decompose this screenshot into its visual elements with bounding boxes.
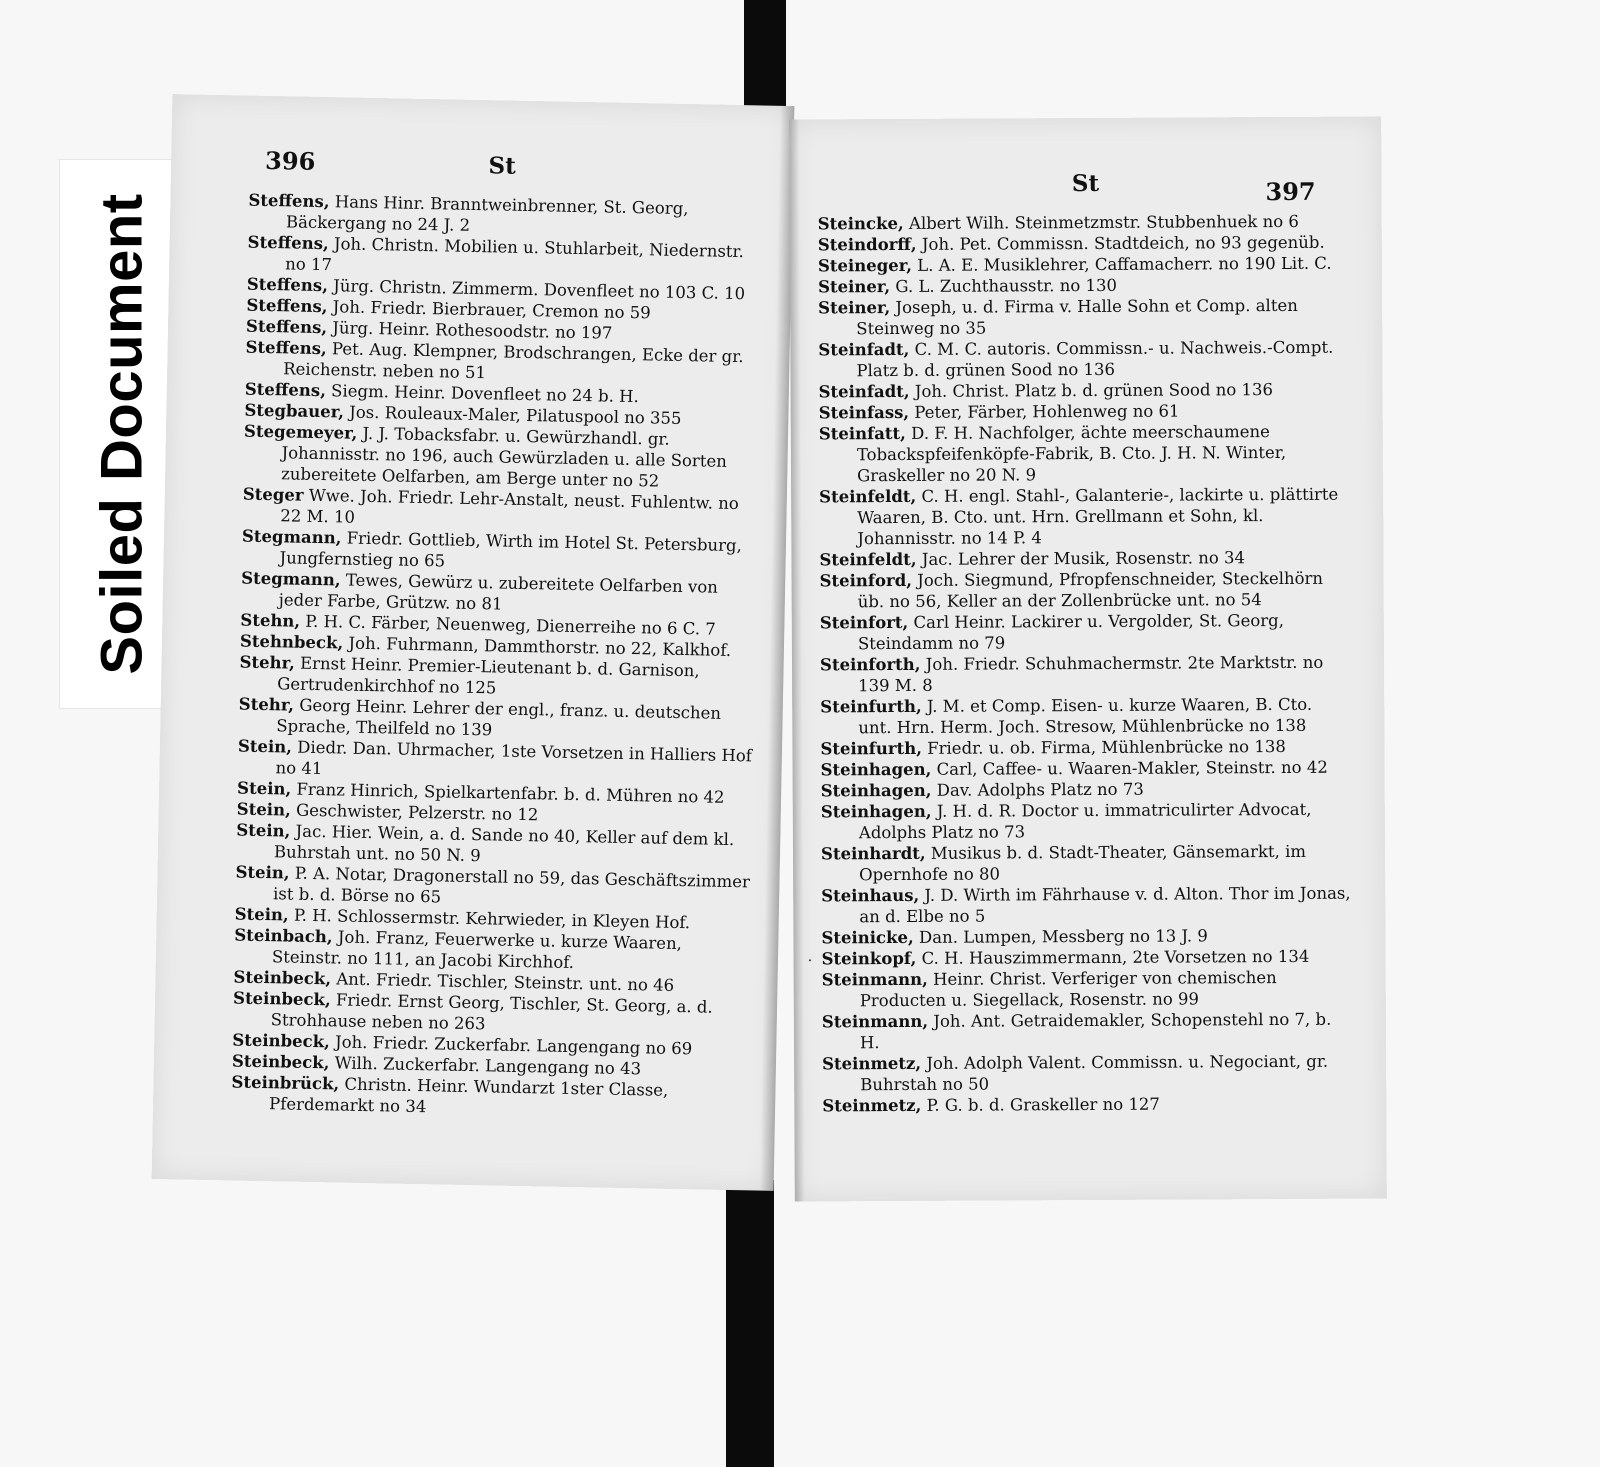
entry-name: Stein, — [234, 904, 289, 925]
directory-entry — [822, 1051, 1352, 1096]
entry-details: Jos. Rouleaux-Maler, Pilatuspool no 355 — [349, 402, 682, 428]
entry-name: Steinbeck, — [233, 967, 332, 989]
entry-details: Joh. Friedr. Bierbrauer, Cremon no 59 — [332, 297, 651, 323]
entry-details: Jürg. Heinr. Rothesoodstr. no 197 — [332, 318, 613, 343]
directory-entry — [818, 211, 1348, 235]
entry-name: Stehnbeck, — [239, 631, 344, 653]
directory-entry — [821, 925, 1351, 949]
left-page — [152, 94, 795, 1191]
entry-details: Jac. Hier. Wein, a. d. Sande no 40, Keller auf dem kl. Buhrstah unt. no 50 N. 9 — [273, 821, 735, 866]
entry-name: Steinbrück, — [231, 1072, 340, 1094]
entry-name: Stegemeyer, — [243, 421, 358, 443]
entry-details: Dav. Adolphs Platz no 73 — [936, 779, 1144, 800]
entry-name: Stein, — [236, 778, 292, 799]
entry-name: Steinfatt, — [818, 423, 906, 444]
entry-name: Steineger, — [817, 255, 913, 276]
entry-details: P. A. Notar, Dragonerstall no 59, das Geschäftszimmer ist b. d. Börse no 65 — [272, 863, 751, 907]
entry-name: Steinfadt, — [818, 381, 910, 402]
entry-details: P. H. C. Färber, Neuenweg, Dienerreihe no 6 C. 7 — [305, 611, 716, 639]
directory-entry — [231, 1071, 750, 1123]
entry-name: Steinmetz, — [822, 1095, 922, 1116]
entry-name: Stein, — [236, 820, 291, 841]
directory-entry — [822, 946, 1352, 970]
binding-strip-bottom — [726, 1180, 774, 1467]
entry-details: Pet. Aug. Klempner, Brodschrangen, Ecke der gr. Reichenstr. neben no 51 — [283, 339, 744, 383]
entry-details: Christn. Heinr. Wundarzt 1ster Classe, Pferdemarkt no 34 — [268, 1074, 669, 1117]
entry-name: Steincke, — [817, 213, 904, 234]
entry-list-left — [231, 190, 767, 1124]
directory-entry — [818, 232, 1348, 256]
directory-entry — [819, 421, 1349, 487]
entry-details: Jürg. Christn. Zimmerm. Dovenfleet no 103 C. 10 — [332, 276, 746, 304]
entry-name: Stegmann, — [241, 526, 342, 548]
entry-list-right — [818, 211, 1353, 1117]
entry-details: Joch. Siegmund, Pfropfenschneider, Steckelhörn üb. no 56, Keller an der Zollenbrücke unt. no 54 — [857, 568, 1324, 612]
entry-name: Stegbauer, — [244, 400, 345, 422]
entry-details: Friedr. Ernst Georg, Tischler, St. Georg, a. d. Strohhause neben no 263 — [270, 990, 713, 1034]
entry-name: Stein, — [237, 736, 293, 757]
entry-name: Steinmann, — [821, 969, 928, 990]
entry-details: P. H. Schlossermstr. Kehrwieder, in Kleyen Hof. — [293, 905, 691, 933]
entry-details: Diedr. Dan. Uhrmacher, 1ste Vorsetzen in Halliers Hof no 41 — [275, 737, 753, 779]
entry-name: Steinicke, — [821, 927, 914, 948]
entry-details: Joh. Pet. Commissn. Stadtdeich, no 93 gegenüb. — [921, 232, 1325, 254]
entry-name: Steinfass, — [818, 402, 910, 423]
entry-details: Friedr. u. ob. Firma, Mühlenbrücke no 138 — [927, 736, 1286, 758]
entry-details: Wwe. Joh. Friedr. Lehr-Anstalt, neust. Fuhlentw. no 22 M. 10 — [280, 485, 739, 527]
entry-details: J. J. Tobacksfabr. u. Gewürzhandl. gr. Johannisstr. no 196, auch Gewürzladen u. alle Sorten zubereitete Oelfarben, am Berge unter no 52 — [281, 423, 728, 491]
entry-name: Steinhagen, — [820, 780, 932, 801]
entry-details: Hans Hinr. Branntweinbrenner, St. Georg, Bäckergang no 24 J. 2 — [285, 192, 689, 235]
entry-details: C. H. engl. Stahl-, Galanterie-, lackirte u. plättirte Waaren, B. Cto. unt. Hrn. Grellmann et Sohn, kl. Johannisstr. no 14 P. 4 — [857, 484, 1339, 549]
entry-name: Steinbeck, — [231, 1051, 330, 1073]
entry-name: Steinfurth, — [820, 738, 922, 759]
directory-entry — [820, 652, 1350, 697]
entry-name: Steffens, — [246, 295, 328, 317]
entry-details: Siegm. Heinr. Dovenfleet no 24 b. H. — [330, 381, 639, 407]
entry-details: Joseph, u. d. Firma v. Halle Sohn et Comp. alten Steinweg no 35 — [856, 295, 1298, 339]
entry-name: Stehn, — [240, 610, 301, 631]
soiled-document-text: Soiled Document — [89, 193, 155, 675]
right-page-header — [789, 160, 1381, 215]
entry-name: Steinhardt, — [820, 843, 926, 864]
entry-name: Steindorff, — [817, 234, 917, 255]
entry-name: Steffens, — [247, 232, 329, 254]
entry-details: Joh. Ant. Getraidemakler, Schopenstehl no 7, b. H. — [859, 1009, 1332, 1053]
directory-entry — [821, 778, 1351, 802]
entry-name: Steinhaus, — [821, 885, 920, 906]
entry-details: Geschwister, Pelzerstr. no 12 — [295, 800, 539, 825]
entry-name: Steger — [242, 484, 304, 505]
entry-name: Steinfort, — [819, 612, 909, 633]
entry-details: Ant. Friedr. Tischler, Steinstr. unt. no 46 — [336, 969, 675, 995]
entry-name: Steffens, — [245, 316, 328, 338]
entry-details: Joh. Christn. Mobilien u. Stuhlarbeit, Niedernstr. no 17 — [285, 234, 745, 275]
directory-entry — [818, 253, 1348, 277]
entry-details: L. A. E. Musiklehrer, Caffamacherr. no 190 Lit. C. — [917, 253, 1332, 275]
right-page — [789, 116, 1387, 1201]
entry-name: Steiner, — [818, 298, 891, 318]
directory-entry — [821, 757, 1351, 781]
entry-details: G. L. Zuchthausstr. no 130 — [895, 275, 1118, 297]
entry-name: Steffens, — [245, 337, 327, 359]
entry-name: Steinmann, — [821, 1011, 929, 1032]
entry-details: Friedr. Gottlieb, Wirth im Hotel St. Petersburg, Jungfernstieg no 65 — [279, 528, 742, 571]
entry-name: Steinfurth, — [820, 696, 922, 717]
directory-entry — [819, 484, 1349, 550]
directory-entry — [821, 883, 1351, 928]
entry-details: Joh. Christ. Platz b. d. grünen Sood no 136 — [914, 380, 1274, 401]
entry-name: Steinkopf, — [821, 948, 917, 969]
directory-entry — [822, 1093, 1352, 1117]
running-head-right: St — [1071, 169, 1100, 198]
entry-details: Wilh. Zuckerfabr. Langengang no 43 — [334, 1053, 642, 1079]
directory-entry — [819, 547, 1349, 571]
entry-name: Stegmann, — [241, 568, 341, 590]
entry-details: C. M. C. autoris. Commissn.- u. Nachweis.-Compt. Platz b. d. grünen Sood no 136 — [856, 337, 1334, 381]
entry-details: Georg Heinr. Lehrer der engl., franz. u. deutschen Sprache, Theilfeld no 139 — [276, 695, 722, 740]
entry-name: Stehr, — [238, 694, 295, 715]
entry-details: C. H. Hauszimmermann, 2te Vorsetzen no 134 — [921, 946, 1310, 968]
entry-details: Ernst Heinr. Premier-Lieutenant b. d. Garnison, Gertrudenkirchhof no 125 — [276, 653, 700, 698]
directory-entry — [822, 1009, 1352, 1054]
entry-name: Steinhagen, — [820, 801, 932, 822]
directory-entry — [820, 736, 1350, 760]
entry-name: Steinfeldt, — [819, 549, 917, 570]
directory-entry — [820, 568, 1350, 613]
entry-name: Steffens, — [246, 274, 329, 296]
entry-details: Joh. Friedr. Schuhmachermstr. 2te Marktstr. no 139 M. 8 — [858, 652, 1324, 696]
entry-details: J. H. d. R. Doctor u. immatriculirter Advocat, Adolphs Platz no 73 — [858, 799, 1312, 843]
directory-entry — [818, 274, 1348, 298]
entry-name: Stein, — [235, 862, 290, 883]
entry-name: Steinmetz, — [822, 1053, 922, 1074]
entry-details: Carl Heinr. Lackirer u. Vergolder, St. Georg, Steindamm no 79 — [857, 610, 1284, 654]
entry-details: Franz Hinrich, Spielkartenfabr. b. d. Mühren no 42 — [296, 779, 725, 807]
directory-entry — [819, 400, 1349, 424]
directory-entry — [821, 841, 1351, 886]
entry-name: Steinfadt, — [818, 339, 910, 360]
entry-details: Joh. Friedr. Zuckerfabr. Langengang no 69 — [334, 1032, 693, 1059]
page-number-right: 397 — [1265, 176, 1316, 207]
entry-details: Albert Wilh. Steinmetzmstr. Stubbenhuek no 6 — [908, 211, 1299, 233]
entry-details: Musikus b. d. Stadt-Theater, Gänsemarkt, im Opernhofe no 80 — [859, 841, 1307, 885]
entry-name: Steffens, — [248, 190, 330, 212]
entry-name: Steinfeldt, — [819, 486, 917, 507]
entry-details: Peter, Färber, Hohlenweg no 61 — [914, 401, 1180, 422]
entry-details: Heinr. Christ. Verferiger von chemischen Producten u. Siegellack, Rosenstr. no 99 — [859, 968, 1277, 1011]
directory-entry — [820, 694, 1350, 739]
directory-entry — [819, 379, 1349, 403]
directory-entry — [821, 799, 1351, 844]
entry-details: Jac. Lehrer der Musik, Rosenstr. no 34 — [921, 548, 1246, 569]
directory-entry — [243, 421, 762, 494]
entry-details: Joh. Franz, Feuerwerke u. kurze Waaren, Steinstr. no 111, an Jacobi Kirchhof. — [271, 927, 683, 972]
directory-entry — [818, 295, 1348, 340]
entry-name: Steinbeck, — [232, 988, 331, 1010]
entry-name: Steinford, — [819, 570, 913, 591]
entry-name: Stein, — [236, 799, 291, 820]
entry-details: Tewes, Gewürz u. zubereitete Oelfarben von jeder Farbe, Grützw. no 81 — [278, 570, 719, 614]
ink-speck: · — [807, 951, 813, 970]
directory-entry — [822, 967, 1352, 1012]
entry-name: Steinforth, — [819, 654, 921, 675]
entry-name: Steinhagen, — [820, 759, 932, 780]
entry-details: Dan. Lumpen, Messberg no 13 J. 9 — [918, 926, 1208, 947]
entry-details: Joh. Adolph Valent. Commissn. u. Negociant, gr. Buhrstah no 50 — [860, 1051, 1329, 1095]
entry-details: J. M. et Comp. Eisen- u. kurze Waaren, B. Cto. unt. Hrn. Herm. Joch. Stresow, Mühlenbrücke no 138 — [858, 694, 1313, 738]
running-head-left: St — [488, 152, 517, 180]
entry-details: P. G. b. d. Graskeller no 127 — [926, 1094, 1160, 1115]
entry-details: Joh. Fuhrmann, Dammthorstr. no 22, Kalkhof. — [348, 633, 732, 660]
directory-entry — [820, 610, 1350, 655]
entry-details: D. F. H. Nachfolger, ächte meerschaumene Tobackspfeifenköpfe-Fabrik, B. Cto. J. H. N. Winter, Graskeller no 20 N. 9 — [856, 422, 1287, 486]
entry-name: Stehr, — [239, 652, 296, 673]
entry-name: Steinbeck, — [232, 1030, 331, 1052]
page-number-left: 396 — [264, 145, 316, 176]
entry-details: Carl, Caffee- u. Waaren-Makler, Steinstr. no 42 — [936, 757, 1328, 779]
entry-details: J. D. Wirth im Fährhause v. d. Alton. Thor im Jonas, an d. Elbe no 5 — [859, 883, 1351, 927]
entry-name: Steiner, — [817, 277, 891, 297]
directory-entry — [818, 337, 1348, 382]
entry-name: Steinbach, — [234, 925, 333, 947]
entry-name: Steffens, — [244, 379, 327, 401]
